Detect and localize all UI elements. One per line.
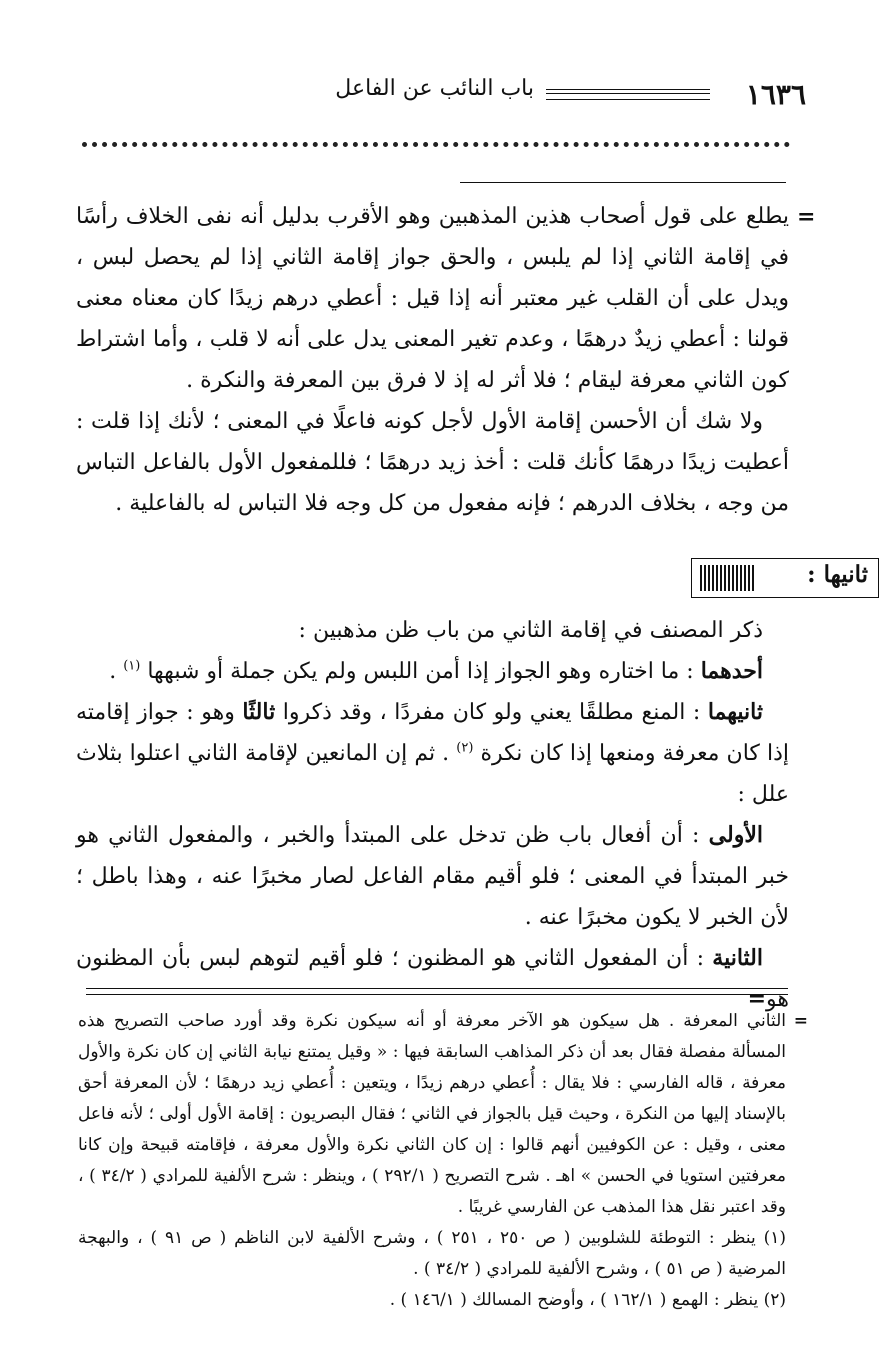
header-rule bbox=[546, 89, 710, 100]
body-paragraph: يطلع على قول أصحاب هذين المذهبين وهو الأقرب بدليل أنه نفى الخلاف رأسًا في إقامة الثاني إذا لم يلبس ، والحق جواز إقامة الثاني إذا لم يحصل لبس ، ويدل على أن القلب غير معتبر أنه إذا قيل : أعطي درهم زيدًا كان معناه معنى قولنا : أعطي زيدٌ درهمًا ، وعدم تغير المعنى يدل على أنه لا قلب ، وأما اشتراط كون الثاني معرفة ليقام ؛ فلا أثر له إذ لا فرق بين المعرفة والنكرة . bbox=[76, 204, 789, 393]
page-header bbox=[74, 76, 806, 116]
reason-one bbox=[76, 815, 789, 938]
footnotes bbox=[78, 1006, 808, 1316]
footnote-continued: الثاني المعرفة . هل سيكون هو الآخر معرفة أو أنه سيكون نكرة وقد أورد صاحب التصريح هذه المسألة مفصلة فقال بعد أن ذكر المذاهب السابقة فيها : « وقيل يمتنع نيابة الثاني إن كان نكرة والأول معرفة ، قاله الفارسي : فلا يقال : أُعطي درهم زيدًا ، ويتعين : أُعطي زيد درهمًا ؛ لأن المعرفة أحق بالإسناد إليها من النكرة ، وحيث قيل بالجواز في الثاني ؛ فقال البصريون : إقامة الأول أولى ؛ لأنه فاعل معنى ، وقيل : عن الكوفيين أنهم قالوا : إن كان الثاني نكرة والأول معرفة ، فإقامته قبيحة وإن كانا معرفتين استويا في الحسن » اهـ . شرح التصريح ( ٢٩٢/١ ) ، وينظر : شرح الألفية للمرادي ( ٣٤/٢ ) ، وقد اعتبر نقل هذا المذهب عن الفارسي غريبًا . bbox=[78, 1011, 786, 1217]
footnote-ref-1: (١) bbox=[123, 658, 141, 674]
reason-two-text: : أن المفعول الثاني هو المظنون ؛ فلو أقيم لتوهم لبس بأن المظنون هو bbox=[76, 946, 789, 1012]
opinion-two-text-b: وهو : جواز إقامته إذا كان معرفة ومنعها إذا كان نكرة bbox=[76, 700, 789, 766]
body-text-top bbox=[76, 196, 789, 524]
decorative-bars bbox=[700, 565, 756, 591]
opinion-two-lead: ثانيهما bbox=[707, 699, 763, 725]
opinion-one-text: : ما اختاره وهو الجواز إذا أمن اللبس ولم يكن جملة أو شبهها bbox=[140, 659, 701, 684]
footnote-separator bbox=[86, 988, 788, 995]
section-heading-box bbox=[691, 558, 879, 598]
dotted-separator bbox=[82, 142, 790, 147]
footnote-continuation-mark: = bbox=[793, 1011, 808, 1031]
page-number: ١٦٣٦ bbox=[745, 78, 806, 111]
third-opinion-word: ثالثًا bbox=[242, 699, 276, 725]
running-title: باب النائب عن الفاعل bbox=[335, 76, 534, 101]
continuation-mark: = bbox=[797, 204, 816, 230]
reason-one-lead: الأولى bbox=[708, 822, 763, 848]
separator-rule bbox=[460, 182, 786, 183]
intro-paragraph: ذكر المصنف في إقامة الثاني من باب ظن مذهبين : bbox=[298, 618, 763, 643]
opinion-one-end: . bbox=[109, 659, 124, 684]
body-paragraph: ولا شك أن الأحسن إقامة الأول لأجل كونه فاعلًا في المعنى ؛ لأنك إذا قلت : أعطيت زيدًا درهمًا كأنك قلت : أخذ زيد درهمًا ؛ فللمفعول الأول بالفاعل التباس من وجه ، بخلاف الدرهم ؛ فإنه مفعول من كل وجه فلا التباس له بالفاعلية . bbox=[76, 409, 789, 516]
opinion-one bbox=[76, 651, 789, 692]
reason-two-continuation-mark: = bbox=[747, 986, 767, 1012]
reason-two-lead: الثانية bbox=[712, 945, 763, 971]
opinion-two-end: . ثم إن المانعين لإقامة الثاني اعتلوا بثلاث علل : bbox=[76, 741, 789, 807]
footnote-1: (١) ينظر : التوطئة للشلوبين ( ص ٢٥٠ ، ٢٥١ ) ، وشرح الألفية لابن الناظم ( ص ٩١ ) ، والبهجة المرضية ( ص ٥١ ) ، وشرح الألفية للمرادي ( ٣٤/٢ ) . bbox=[78, 1228, 786, 1279]
reason-one-text: : أن أفعال باب ظن تدخل على المبتدأ والخبر ، والمفعول الثاني هو خبر المبتدأ في المعنى ؛ فلو أقيم مقام الفاعل لصار مخبرًا عنه ، وهذا باطل ؛ لأن الخبر لا يكون مخبرًا عنه . bbox=[76, 823, 789, 930]
body-text-second bbox=[76, 610, 789, 1020]
footnote-2: (٢) ينظر : الهمع ( ١٦٢/١ ) ، وأوضح المسالك ( ١٤٦/١ ) . bbox=[389, 1290, 786, 1310]
opinion-two-text-a: : المنع مطلقًا يعني ولو كان مفردًا ، وقد ذكروا bbox=[275, 700, 708, 725]
footnote-ref-2: (٢) bbox=[456, 740, 474, 756]
opinion-one-lead: أحدهما bbox=[700, 658, 763, 684]
opinion-two bbox=[76, 692, 789, 815]
section-title: ثانيها : bbox=[807, 561, 868, 588]
